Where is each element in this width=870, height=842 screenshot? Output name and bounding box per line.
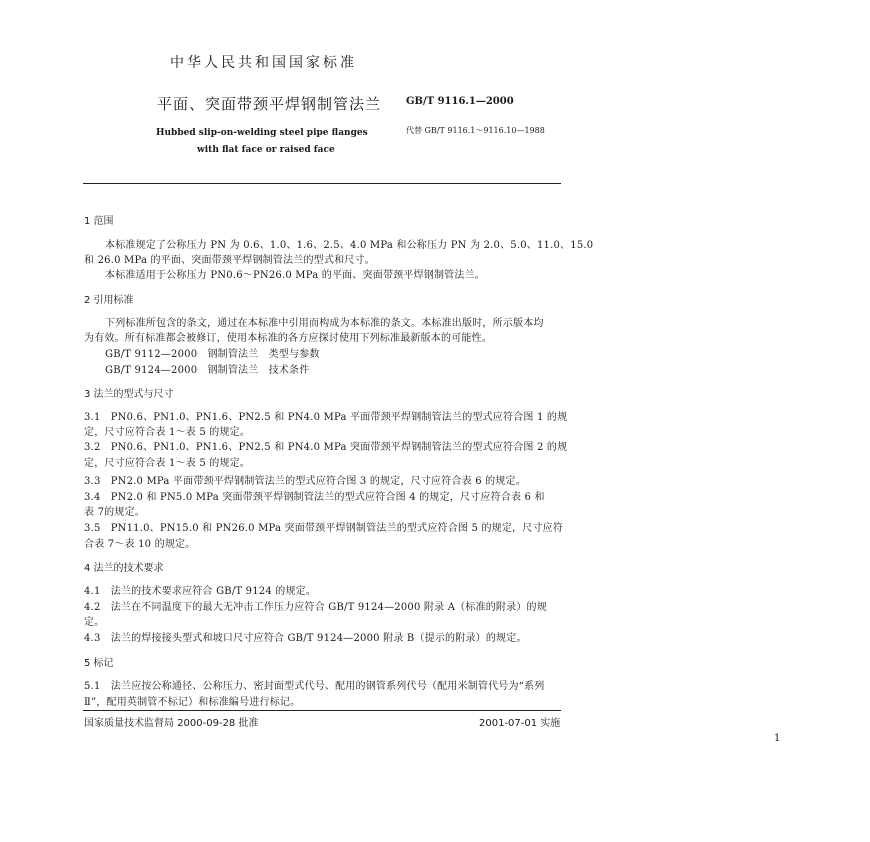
reference-standard: GB/T 9112—2000 钢制管法兰 类型与参数 (105, 349, 320, 360)
clause-3-1-line: 定，尺寸应符合表 1～表 5 的规定。 (84, 427, 251, 438)
section-4-heading: 4 法兰的技术要求 (84, 563, 164, 574)
effective-date: 2001-07-01 实施 (479, 718, 561, 729)
page-number: 1 (774, 733, 781, 744)
section-1-paragraph-line: 和 26.0 MPa 的平面、突面带颈平焊钢制管法兰的型式和尺寸。 (84, 255, 375, 266)
clause-4-1: 4.1 法兰的技术要求应符合 GB/T 9124 的规定。 (84, 586, 317, 597)
section-2-paragraph-line: 下列标准所包含的条文，通过在本标准中引用而构成为本标准的条文。本标准出版时，所示版本均 (105, 318, 544, 329)
clause-4-2-line: 4.2 法兰在不同温度下的最大无冲击工作压力应符合 GB/T 9124—2000 附录 A（标准的附录）的规 (84, 602, 547, 613)
section-1-paragraph-line: 本标准规定了公称压力 PN 为 0.6、1.0、1.6、2.5、4.0 MPa 和公称压力 PN 为 2.0、5.0、11.0、15.0 (105, 240, 594, 251)
approval-note: 国家质量技术监督局 2000-09-28 批准 (84, 718, 259, 729)
clause-4-3: 4.3 法兰的焊接接头型式和坡口尺寸应符合 GB/T 9124—2000 附录 B（提示的附录）的规定。 (84, 633, 527, 644)
document-title-en-line2: with flat face or raised face (197, 145, 335, 155)
section-5-heading: 5 标记 (84, 658, 114, 669)
reference-standard: GB/T 9124—2000 钢制管法兰 技术条件 (105, 365, 310, 376)
clause-3-5-line: 合表 7～表 10 的规定。 (84, 539, 196, 550)
header-divider (83, 183, 561, 184)
document-title-cn: 平面、突面带颈平焊钢制管法兰 (157, 95, 382, 113)
clause-3-5-line: 3.5 PN11.0、PN15.0 和 PN26.0 MPa 突面带颈平焊钢制管法兰的型式应符合图 5 的规定，尺寸应符 (84, 523, 564, 534)
section-1-paragraph: 本标准适用于公称压力 PN0.6～PN26.0 MPa 的平面、突面带颈平焊钢制管法兰。 (105, 270, 485, 281)
replaces-note: 代替 GB/T 9116.1～9116.10—1988 (406, 126, 545, 135)
footer-divider (83, 710, 561, 711)
clause-5-1-line: 5.1 法兰应按公称通径、公称压力、密封面型式代号、配用的钢管系列代号（配用米制管代号为“系列 (84, 681, 545, 692)
section-2-paragraph-line: 为有效。所有标准都会被修订，使用本标准的各方应探讨使用下列标准最新版本的可能性。 (84, 333, 492, 344)
standard-code: GB/T 9116.1—2000 (406, 96, 514, 107)
clause-4-2-line: 定。 (84, 617, 105, 628)
clause-3-2-line: 定，尺寸应符合表 1～表 5 的规定。 (84, 458, 251, 469)
clause-3-3: 3.3 PN2.0 MPa 平面带颈平焊钢制管法兰的型式应符合图 3 的规定，尺寸应符合表 6 的规定。 (84, 476, 526, 487)
clause-3-4-line: 3.4 PN2.0 和 PN5.0 MPa 突面带颈平焊钢制管法兰的型式应符合图 4 的规定，尺寸应符合表 6 和 (84, 492, 545, 503)
section-1-heading: 1 范围 (84, 216, 114, 227)
clause-3-1-line: 3.1 PN0.6、PN1.0、PN1.6、PN2.5 和 PN4.0 MPa 平面带颈平焊钢制管法兰的型式应符合图 1 的规 (84, 412, 568, 423)
document-title-en-line1: Hubbed slip-on-welding steel pipe flanges (156, 128, 368, 138)
national-standard-heading: 中华人民共和国国家标准 (170, 55, 357, 71)
clause-5-1-line: Ⅱ”，配用英制管不标记）和标准编号进行标记。 (84, 697, 301, 708)
section-3-heading: 3 法兰的型式与尺寸 (84, 389, 174, 400)
section-2-heading: 2 引用标准 (84, 295, 134, 306)
clause-3-2-line: 3.2 PN0.6、PN1.0、PN1.6、PN2.5 和 PN4.0 MPa 突面带颈平焊钢制管法兰的型式应符合图 2 的规 (84, 442, 568, 453)
clause-3-4-line: 表 7的规定。 (84, 507, 145, 518)
